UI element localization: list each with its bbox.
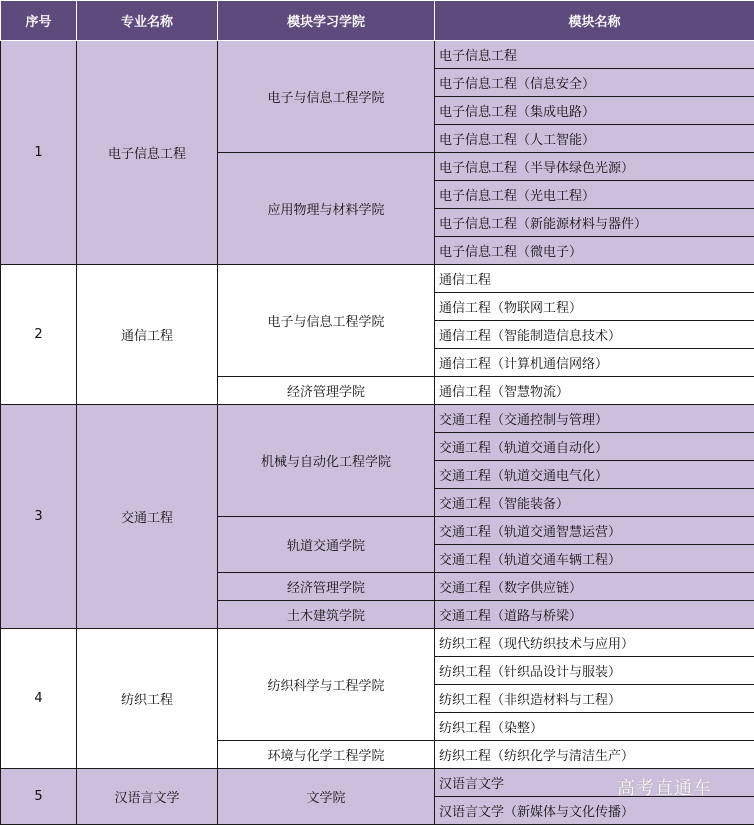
module-cell: 通信工程（智慧物流） [435, 377, 754, 405]
school-cell: 文学院 [218, 769, 435, 825]
index-cell: 1 [1, 41, 77, 265]
module-cell: 汉语言文学 [435, 769, 754, 797]
header-index: 序号 [1, 1, 77, 41]
school-cell: 应用物理与材料学院 [218, 153, 435, 265]
module-cell: 电子信息工程（人工智能） [435, 125, 754, 153]
module-cell: 纺织工程（染整） [435, 713, 754, 741]
school-cell: 土木建筑学院 [218, 601, 435, 629]
index-cell: 5 [1, 769, 77, 825]
module-cell: 通信工程（智能制造信息技术） [435, 321, 754, 349]
module-cell: 交通工程（轨道交通智慧运营） [435, 517, 754, 545]
major-cell: 通信工程 [77, 265, 218, 405]
module-cell: 电子信息工程（光电工程） [435, 181, 754, 209]
module-cell: 电子信息工程（集成电路） [435, 97, 754, 125]
table-row [1, 265, 754, 293]
module-cell: 交通工程（轨道交通车辆工程） [435, 545, 754, 573]
watermark: 高考直通车 [617, 778, 712, 799]
index-cell: 3 [1, 405, 77, 629]
module-cell: 纺织工程（现代纺织技术与应用） [435, 629, 754, 657]
school-cell: 经济管理学院 [218, 573, 435, 601]
module-cell: 电子信息工程（微电子） [435, 237, 754, 265]
module-cell: 通信工程（计算机通信网络） [435, 349, 754, 377]
module-cell: 汉语言文学（新媒体与文化传播） [435, 797, 754, 825]
header-school: 模块学习学院 [218, 1, 435, 41]
module-cell: 电子信息工程（信息安全） [435, 69, 754, 97]
module-cell: 通信工程 [435, 265, 754, 293]
module-cell: 交通工程（轨道交通自动化） [435, 433, 754, 461]
module-cell: 交通工程（交通控制与管理） [435, 405, 754, 433]
index-cell: 2 [1, 265, 77, 405]
major-cell: 交通工程 [77, 405, 218, 629]
module-cell: 交通工程（数字供应链） [435, 573, 754, 601]
module-cell: 纺织工程（非织造材料与工程） [435, 685, 754, 713]
school-cell: 纺织科学与工程学院 [218, 629, 435, 741]
table-row [1, 405, 754, 433]
table-row [1, 41, 754, 69]
module-cell: 电子信息工程 [435, 41, 754, 69]
school-cell: 电子与信息工程学院 [218, 41, 435, 153]
module-cell: 交通工程（道路与桥梁） [435, 601, 754, 629]
module-cell: 交通工程（轨道交通电气化） [435, 461, 754, 489]
school-cell: 轨道交通学院 [218, 517, 435, 573]
module-cell: 通信工程（物联网工程） [435, 293, 754, 321]
major-cell: 电子信息工程 [77, 41, 218, 265]
module-cell: 纺织工程（针织品设计与服装） [435, 657, 754, 685]
index-cell: 4 [1, 629, 77, 769]
module-cell: 纺织工程（纺织化学与清洁生产） [435, 741, 754, 769]
header-row [1, 1, 754, 41]
module-cell: 交通工程（智能装备） [435, 489, 754, 517]
module-cell: 电子信息工程（新能源材料与器件） [435, 209, 754, 237]
module-cell: 电子信息工程（半导体绿色光源） [435, 153, 754, 181]
school-cell: 经济管理学院 [218, 377, 435, 405]
school-cell: 机械与自动化工程学院 [218, 405, 435, 517]
school-cell: 电子与信息工程学院 [218, 265, 435, 377]
header-major: 专业名称 [77, 1, 218, 41]
school-cell: 环境与化学工程学院 [218, 741, 435, 769]
major-cell: 汉语言文学 [77, 769, 218, 825]
table-row [1, 629, 754, 657]
header-module: 模块名称 [435, 1, 754, 41]
table-body [1, 41, 754, 825]
major-cell: 纺织工程 [77, 629, 218, 769]
